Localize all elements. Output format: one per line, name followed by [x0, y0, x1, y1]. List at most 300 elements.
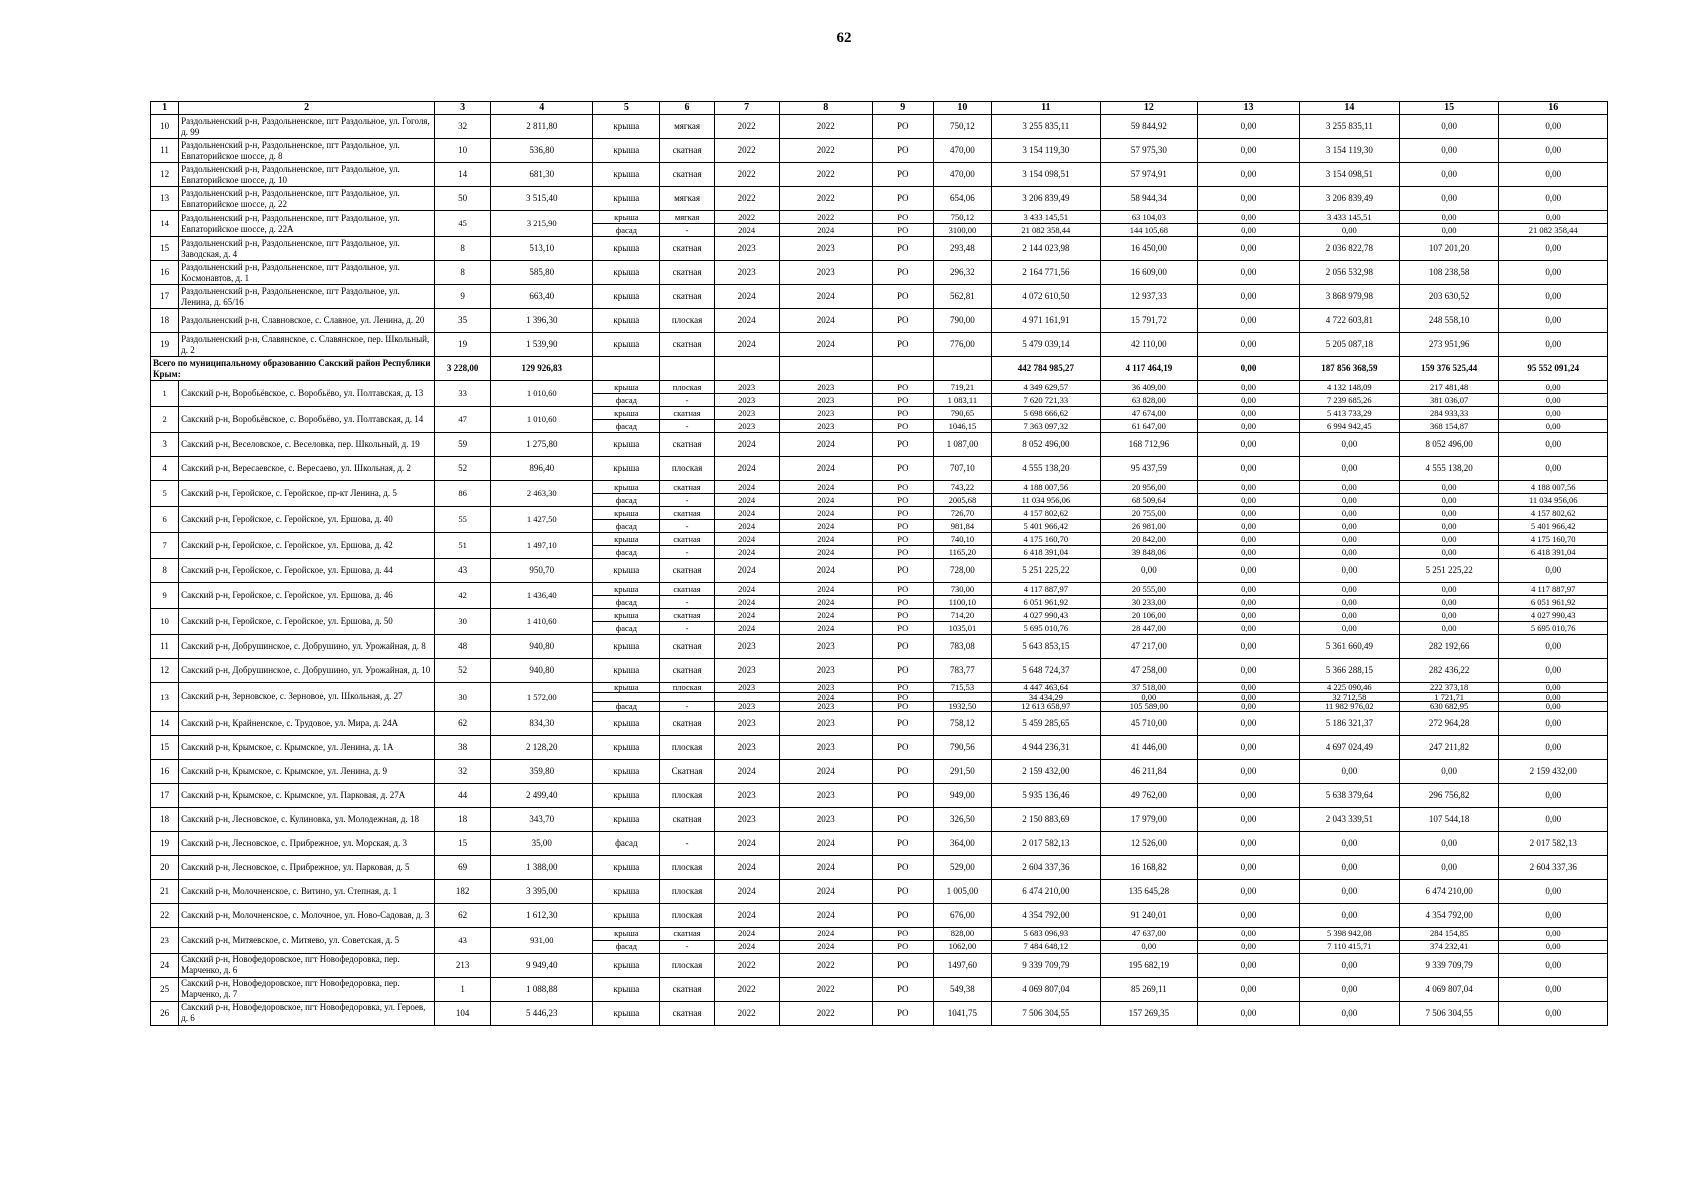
area-cell: 981,84 [933, 520, 992, 533]
year-end-cell: 2024 [779, 927, 872, 940]
work-type-cell: фасад [593, 394, 660, 407]
total-cost-cell: 4 069 807,04 [992, 977, 1100, 1001]
col13-cell: 0,00 [1198, 507, 1300, 520]
funding-source-cell: РО [872, 546, 933, 559]
work-type-cell: крыша [593, 879, 660, 903]
residents-cell: 55 [435, 507, 491, 533]
address-cell: Сакский р-н, Лесновское, с. Прибрежное, ул. Парковая, д. 5 [179, 855, 435, 879]
table-row [151, 115, 1608, 139]
table-row [151, 309, 1608, 333]
total-cost-cell: 21 082 358,44 [992, 224, 1100, 237]
address-cell: Раздольненский р-н, Раздольненское, пгт Раздольное, ул. Евпаторийское шоссе, д. 10 [179, 163, 435, 187]
row-number-cell: 21 [151, 879, 179, 903]
year-start-cell: 2024 [714, 596, 779, 609]
year-start-cell: 2023 [714, 394, 779, 407]
area-cell: 715,53 [933, 683, 992, 693]
col16-cell: 0,00 [1499, 711, 1608, 735]
table-row [151, 187, 1608, 211]
area-cell: 707,10 [933, 457, 992, 481]
year-end-cell: 2023 [779, 711, 872, 735]
col14-cell: 6 994 942,45 [1300, 420, 1400, 433]
row-number-cell: 15 [151, 237, 179, 261]
residents-cell: 14 [435, 163, 491, 187]
building-area-cell: 931,00 [491, 927, 593, 953]
col16-cell: 0,00 [1499, 659, 1608, 683]
total-cost-cell: 3 433 145,51 [992, 211, 1100, 224]
table-row [151, 831, 1608, 855]
work-type-cell: крыша [593, 711, 660, 735]
col15-cell: 368 154,87 [1399, 420, 1499, 433]
residents-cell: 59 [435, 433, 491, 457]
row-number-cell: 18 [151, 309, 179, 333]
year-end-cell: 2024 [779, 879, 872, 903]
address-cell: Раздольненский р-н, Раздольненское, пгт Раздольное, ул. Гоголя, д. 99 [179, 115, 435, 139]
year-start-cell: 2024 [714, 546, 779, 559]
work-type-cell: фасад [593, 622, 660, 635]
col15-cell: 282 436,22 [1399, 659, 1499, 683]
control-cost-cell: 57 975,30 [1100, 139, 1198, 163]
roof-type-cell: скатная [660, 507, 714, 520]
building-area-cell: 1 410,60 [491, 609, 593, 635]
roof-type-cell: плоская [660, 457, 714, 481]
funding-source-cell: РО [872, 711, 933, 735]
column-number-header: 5 [593, 102, 660, 115]
column-number-header: 8 [779, 102, 872, 115]
col13-cell: 0,00 [1198, 927, 1300, 940]
work-type-cell: крыша [593, 187, 660, 211]
col14-cell: 4 132 148,09 [1300, 381, 1400, 394]
roof-type-cell: плоская [660, 953, 714, 977]
col15-cell: 4 555 138,20 [1399, 457, 1499, 481]
year-start-cell: 2024 [714, 609, 779, 622]
roof-type-cell: мягкая [660, 211, 714, 224]
work-type-cell: крыша [593, 683, 660, 693]
col16-cell: 0,00 [1499, 635, 1608, 659]
row-number-cell: 22 [151, 903, 179, 927]
control-cost-cell: 135 645,28 [1100, 879, 1198, 903]
area-cell: 3100,00 [933, 224, 992, 237]
year-start-cell: 2024 [714, 559, 779, 583]
row-number-cell: 24 [151, 953, 179, 977]
control-cost-cell: 47 637,00 [1100, 927, 1198, 940]
roof-type-cell [660, 692, 714, 702]
residents-cell: 15 [435, 831, 491, 855]
page-number: 62 [836, 30, 852, 46]
table-row [151, 457, 1608, 481]
year-end-cell: 2024 [779, 457, 872, 481]
col15-cell: 0,00 [1399, 507, 1499, 520]
funding-source-cell: РО [872, 261, 933, 285]
col15-cell: 0,00 [1399, 596, 1499, 609]
work-type-cell: крыша [593, 1001, 660, 1025]
col14-cell: 2 043 339,51 [1300, 807, 1400, 831]
funding-source-cell: РО [872, 309, 933, 333]
area-cell: 828,00 [933, 927, 992, 940]
col16-cell: 0,00 [1499, 211, 1608, 224]
residents-cell: 8 [435, 261, 491, 285]
year-start-cell: 2024 [714, 333, 779, 357]
col14-cell: 5 638 379,64 [1300, 783, 1400, 807]
work-type-cell: фасад [593, 520, 660, 533]
year-start-cell: 2024 [714, 520, 779, 533]
col15-cell: 217 481,48 [1399, 381, 1499, 394]
address-cell: Раздольненский р-н, Раздольненское, пгт Раздольное, ул. Заводская, д. 4 [179, 237, 435, 261]
total-cost-cell: 4 027 990,43 [992, 609, 1100, 622]
col15-cell: 5 251 225,22 [1399, 559, 1499, 583]
address-cell: Сакский р-н, Вересаевское, с. Вересаево, ул. Школьная, д. 2 [179, 457, 435, 481]
column-number-header: 16 [1499, 102, 1608, 115]
col14-cell: 4 225 090,46 [1300, 683, 1400, 693]
year-end-cell: 2023 [779, 659, 872, 683]
residents-cell: 45 [435, 211, 491, 237]
building-area-cell: 950,70 [491, 559, 593, 583]
year-end-cell: 2024 [779, 433, 872, 457]
col16-cell: 0,00 [1499, 702, 1608, 712]
work-type-cell: крыша [593, 977, 660, 1001]
year-end-cell: 2023 [779, 635, 872, 659]
roof-type-cell: скатная [660, 333, 714, 357]
col13-cell: 0,00 [1198, 622, 1300, 635]
roof-type-cell: плоская [660, 783, 714, 807]
total-cost-cell: 4 555 138,20 [992, 457, 1100, 481]
year-start-cell: 2024 [714, 583, 779, 596]
funding-source-cell: РО [872, 903, 933, 927]
building-area-cell: 2 811,80 [491, 115, 593, 139]
empty-cell [779, 357, 872, 381]
total-cost-cell: 6 051 961,92 [992, 596, 1100, 609]
year-end-cell: 2022 [779, 953, 872, 977]
table-row [151, 879, 1608, 903]
row-number-cell: 26 [151, 1001, 179, 1025]
column-number-header: 14 [1300, 102, 1400, 115]
roof-type-cell: скатная [660, 711, 714, 735]
year-start-cell: 2024 [714, 507, 779, 520]
work-type-cell: крыша [593, 457, 660, 481]
year-end-cell: 2022 [779, 211, 872, 224]
control-cost-cell: 36 409,00 [1100, 381, 1198, 394]
year-end-cell: 2022 [779, 115, 872, 139]
total-cost-cell: 2 150 883,69 [992, 807, 1100, 831]
year-end-cell: 2023 [779, 394, 872, 407]
empty-cell [593, 357, 660, 381]
col13-cell: 0,00 [1198, 903, 1300, 927]
area-cell: 790,00 [933, 309, 992, 333]
col16-cell: 2 017 582,13 [1499, 831, 1608, 855]
year-start-cell: 2022 [714, 977, 779, 1001]
col13-cell: 0,00 [1198, 546, 1300, 559]
total-cost-cell: 4 971 161,91 [992, 309, 1100, 333]
row-number-cell: 10 [151, 115, 179, 139]
table-row [151, 855, 1608, 879]
col16-cell: 0,00 [1499, 285, 1608, 309]
year-start-cell: 2023 [714, 420, 779, 433]
funding-source-cell: РО [872, 609, 933, 622]
row-number-cell: 14 [151, 211, 179, 237]
col16-cell: 6 418 391,04 [1499, 546, 1608, 559]
col14-cell: 0,00 [1300, 622, 1400, 635]
area-cell: 714,20 [933, 609, 992, 622]
address-cell: Раздольненский р-н, Раздольненское, пгт Раздольное, ул. Космонавтов, д. 1 [179, 261, 435, 285]
row-number-cell: 19 [151, 333, 179, 357]
table-row [151, 953, 1608, 977]
control-cost-cell: 47 674,00 [1100, 407, 1198, 420]
control-cost-cell: 58 944,34 [1100, 187, 1198, 211]
area-cell: 750,12 [933, 115, 992, 139]
empty-cell [872, 357, 933, 381]
roof-type-cell: скатная [660, 927, 714, 940]
area-cell: 1100,10 [933, 596, 992, 609]
address-cell: Раздольненский р-н, Славянское, с. Славянское, пер. Школьный, д. 2 [179, 333, 435, 357]
residents-cell: 48 [435, 635, 491, 659]
roof-type-cell: скатная [660, 659, 714, 683]
year-end-cell: 2024 [779, 559, 872, 583]
empty-cell [714, 357, 779, 381]
col14-cell: 0,00 [1300, 507, 1400, 520]
area-cell: 326,50 [933, 807, 992, 831]
col15-cell: 296 756,82 [1399, 783, 1499, 807]
total-col14-cell: 187 856 368,59 [1300, 357, 1400, 381]
funding-source-cell: РО [872, 783, 933, 807]
area-cell: 1041,75 [933, 1001, 992, 1025]
column-number-header: 7 [714, 102, 779, 115]
funding-source-cell: РО [872, 692, 933, 702]
col15-cell: 282 192,66 [1399, 635, 1499, 659]
district-total-label: Всего по муниципальному образованию Сакский район Республики Крым: [151, 357, 435, 381]
building-area-cell: 3 215,90 [491, 211, 593, 237]
year-end-cell: 2023 [779, 381, 872, 394]
total-cost-cell: 5 935 136,46 [992, 783, 1100, 807]
col16-cell: 0,00 [1499, 381, 1608, 394]
funding-source-cell: РО [872, 583, 933, 596]
col16-cell: 0,00 [1499, 394, 1608, 407]
column-number-header: 11 [992, 102, 1100, 115]
area-cell: 1062,00 [933, 940, 992, 953]
col16-cell: 0,00 [1499, 735, 1608, 759]
work-type-cell: крыша [593, 855, 660, 879]
total-cost-cell: 3 154 098,51 [992, 163, 1100, 187]
col14-cell: 0,00 [1300, 559, 1400, 583]
funding-source-cell: РО [872, 635, 933, 659]
residents-cell: 86 [435, 481, 491, 507]
col16-cell: 4 175 160,70 [1499, 533, 1608, 546]
address-cell: Сакский р-н, Геройское, с. Геройское, ул. Ершова, д. 50 [179, 609, 435, 635]
area-cell: 364,00 [933, 831, 992, 855]
col13-cell: 0,00 [1198, 702, 1300, 712]
year-start-cell: 2024 [714, 855, 779, 879]
col13-cell: 0,00 [1198, 855, 1300, 879]
col14-cell: 5 361 660,49 [1300, 635, 1400, 659]
funding-source-cell: РО [872, 977, 933, 1001]
control-cost-cell: 68 509,64 [1100, 494, 1198, 507]
district-total-row [151, 357, 1608, 381]
control-cost-cell: 144 105,68 [1100, 224, 1198, 237]
address-cell: Сакский р-н, Добрушинское, с. Добрушино, ул. Урожайная, д. 8 [179, 635, 435, 659]
year-start-cell [714, 692, 779, 702]
building-area-cell: 1 427,50 [491, 507, 593, 533]
col15-cell: 284 154,85 [1399, 927, 1499, 940]
address-cell: Сакский р-н, Крымское, с. Крымское, ул. Парковая, д. 27А [179, 783, 435, 807]
col16-cell: 0,00 [1499, 457, 1608, 481]
col14-cell: 0,00 [1300, 520, 1400, 533]
year-start-cell: 2023 [714, 702, 779, 712]
residents-cell: 18 [435, 807, 491, 831]
work-type-cell: крыша [593, 211, 660, 224]
col16-cell: 0,00 [1499, 433, 1608, 457]
funding-source-cell: РО [872, 433, 933, 457]
address-cell: Сакский р-н, Геройское, с. Геройское, пр-кт Ленина, д. 5 [179, 481, 435, 507]
building-area-cell: 1 396,30 [491, 309, 593, 333]
col16-cell: 2 604 337,36 [1499, 855, 1608, 879]
row-number-cell: 17 [151, 783, 179, 807]
roof-type-cell: - [660, 831, 714, 855]
table-row [151, 481, 1608, 494]
total-cost-cell: 5 695 010,76 [992, 622, 1100, 635]
residents-cell: 32 [435, 759, 491, 783]
row-number-cell: 7 [151, 533, 179, 559]
address-cell: Сакский р-н, Молочненское, с. Витино, ул. Степная, д. 1 [179, 879, 435, 903]
work-type-cell: крыша [593, 807, 660, 831]
year-start-cell: 2022 [714, 187, 779, 211]
building-area-cell: 681,30 [491, 163, 593, 187]
control-cost-cell: 95 437,59 [1100, 457, 1198, 481]
building-area-cell: 1 275,80 [491, 433, 593, 457]
col13-cell: 0,00 [1198, 433, 1300, 457]
roof-type-cell: скатная [660, 583, 714, 596]
building-area-cell: 3 395,00 [491, 879, 593, 903]
residents-cell: 10 [435, 139, 491, 163]
work-type-cell: крыша [593, 953, 660, 977]
funding-source-cell: РО [872, 759, 933, 783]
building-area-cell: 9 949,40 [491, 953, 593, 977]
col15-cell: 0,00 [1399, 533, 1499, 546]
year-start-cell: 2024 [714, 879, 779, 903]
roof-type-cell: плоская [660, 683, 714, 693]
col15-cell: 273 951,96 [1399, 333, 1499, 357]
control-cost-cell: 47 258,00 [1100, 659, 1198, 683]
building-area-cell: 1 010,60 [491, 407, 593, 433]
year-end-cell: 2023 [779, 407, 872, 420]
control-cost-cell: 85 269,11 [1100, 977, 1198, 1001]
year-end-cell: 2024 [779, 520, 872, 533]
col13-cell: 0,00 [1198, 635, 1300, 659]
funding-source-cell: РО [872, 1001, 933, 1025]
table-row [151, 559, 1608, 583]
col16-cell: 0,00 [1499, 1001, 1608, 1025]
col13-cell: 0,00 [1198, 659, 1300, 683]
col13-cell: 0,00 [1198, 596, 1300, 609]
year-end-cell: 2023 [779, 261, 872, 285]
roof-type-cell: скатная [660, 139, 714, 163]
col15-cell: 0,00 [1399, 583, 1499, 596]
col15-cell: 107 201,20 [1399, 237, 1499, 261]
year-end-cell: 2022 [779, 1001, 872, 1025]
area-cell: 654,06 [933, 187, 992, 211]
row-number-cell: 14 [151, 711, 179, 735]
control-cost-cell: 30 233,00 [1100, 596, 1198, 609]
roof-type-cell: мягкая [660, 187, 714, 211]
area-cell: 293,48 [933, 237, 992, 261]
row-number-cell: 25 [151, 977, 179, 1001]
col15-cell: 0,00 [1399, 139, 1499, 163]
work-type-cell: крыша [593, 759, 660, 783]
total-cost-cell: 7 506 304,55 [992, 1001, 1100, 1025]
funding-source-cell: РО [872, 285, 933, 309]
row-number-cell: 2 [151, 407, 179, 433]
col14-cell: 0,00 [1300, 224, 1400, 237]
residents-cell: 52 [435, 457, 491, 481]
roof-type-cell: - [660, 420, 714, 433]
control-cost-cell: 47 217,00 [1100, 635, 1198, 659]
total-control-cell: 4 117 464,19 [1100, 357, 1198, 381]
year-end-cell: 2024 [779, 831, 872, 855]
control-cost-cell: 46 211,84 [1100, 759, 1198, 783]
residents-cell: 50 [435, 187, 491, 211]
residents-cell: 47 [435, 407, 491, 433]
roof-type-cell: скатная [660, 635, 714, 659]
area-cell: 1 083,11 [933, 394, 992, 407]
roof-type-cell: скатная [660, 609, 714, 622]
col13-cell: 0,00 [1198, 831, 1300, 855]
residents-cell: 213 [435, 953, 491, 977]
year-end-cell: 2024 [779, 507, 872, 520]
col15-cell: 0,00 [1399, 481, 1499, 494]
col15-cell: 4 354 792,00 [1399, 903, 1499, 927]
area-cell: 1165,20 [933, 546, 992, 559]
total-cost-cell: 2 159 432,00 [992, 759, 1100, 783]
area-cell: 949,00 [933, 783, 992, 807]
control-cost-cell: 168 712,96 [1100, 433, 1198, 457]
area-cell: 1 087,00 [933, 433, 992, 457]
funding-source-cell: РО [872, 381, 933, 394]
col14-cell: 0,00 [1300, 831, 1400, 855]
funding-source-cell: РО [872, 394, 933, 407]
col14-cell: 7 110 415,71 [1300, 940, 1400, 953]
col13-cell: 0,00 [1198, 407, 1300, 420]
year-start-cell: 2024 [714, 903, 779, 927]
year-start-cell: 2024 [714, 433, 779, 457]
funding-source-cell: РО [872, 807, 933, 831]
area-cell: 562,81 [933, 285, 992, 309]
roof-type-cell: скатная [660, 977, 714, 1001]
funding-source-cell: РО [872, 457, 933, 481]
funding-source-cell: РО [872, 683, 933, 693]
col13-cell: 0,00 [1198, 583, 1300, 596]
area-cell: 790,65 [933, 407, 992, 420]
address-cell: Сакский р-н, Новофедоровское, пгт Новофедоровка, пер. Марченко, д. 6 [179, 953, 435, 977]
area-cell: 529,00 [933, 855, 992, 879]
row-number-cell: 11 [151, 635, 179, 659]
row-number-cell: 13 [151, 683, 179, 712]
year-start-cell: 2024 [714, 285, 779, 309]
col14-cell: 3 433 145,51 [1300, 211, 1400, 224]
col14-cell: 0,00 [1300, 609, 1400, 622]
control-cost-cell: 195 682,19 [1100, 953, 1198, 977]
total-cost-cell: 4 072 610,50 [992, 285, 1100, 309]
table-row [151, 759, 1608, 783]
col14-cell: 3 868 979,98 [1300, 285, 1400, 309]
funding-source-cell: РО [872, 211, 933, 224]
table-row [151, 927, 1608, 940]
column-number-header: 9 [872, 102, 933, 115]
total-cost-cell: 2 604 337,36 [992, 855, 1100, 879]
table-row [151, 163, 1608, 187]
year-start-cell: 2024 [714, 224, 779, 237]
building-area-cell: 2 128,20 [491, 735, 593, 759]
col15-cell: 0,00 [1399, 520, 1499, 533]
col14-cell: 0,00 [1300, 855, 1400, 879]
col15-cell: 247 211,82 [1399, 735, 1499, 759]
area-cell: 730,00 [933, 583, 992, 596]
